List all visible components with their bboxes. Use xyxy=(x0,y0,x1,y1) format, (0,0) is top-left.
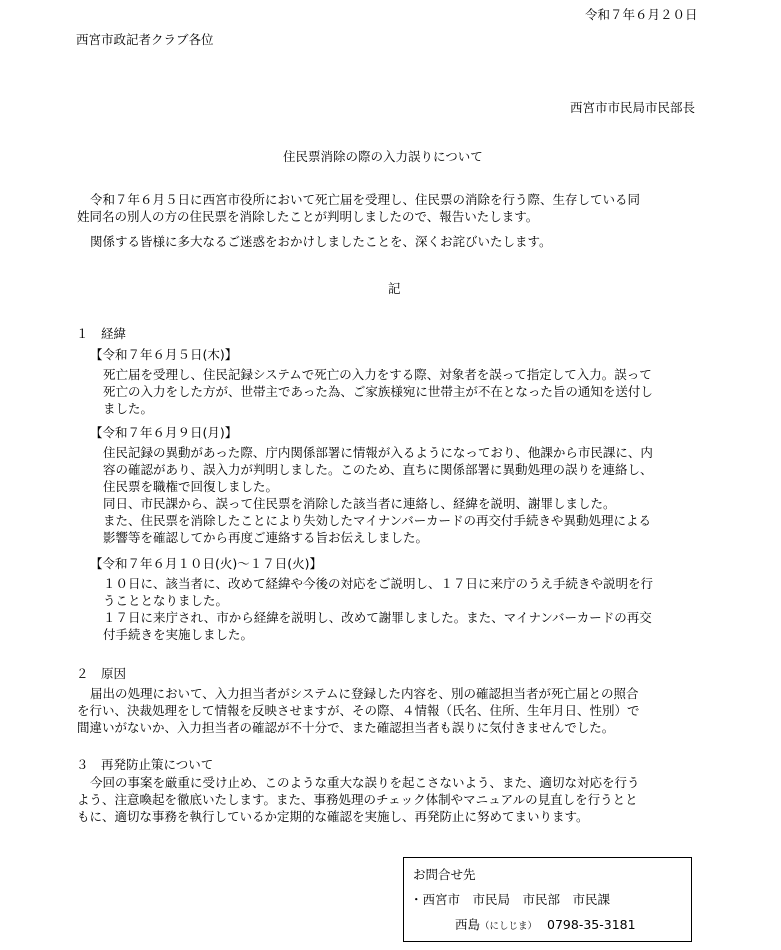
section-heading: ３ 再発防止策について xyxy=(76,757,214,772)
contact-box xyxy=(403,857,692,942)
entry-date: 【令和７年６月１０日(火)～１７日(火)】 xyxy=(90,556,323,571)
section-line: 間違いがないか、入力担当者の確認が不十分で、また確認担当者も誤りに気付きませんでした。 xyxy=(77,720,615,735)
recipient: 西宮市政記者クラブ各位 xyxy=(76,32,214,47)
section-heading: １ 経緯 xyxy=(76,326,127,341)
intro-paragraph-1 xyxy=(77,191,641,225)
entry-line: 住民票を職権で回復しました。 xyxy=(103,479,279,494)
section-body xyxy=(77,774,640,825)
entry-line: 死亡届を受理し、住民記録システムで死亡の入力をする際、対象者を誤って指定して入力。誤って xyxy=(103,367,652,382)
section-line: 届出の処理において、入力担当者がシステムに登録した内容を、別の確認担当者が死亡届との照合 xyxy=(90,686,639,701)
entry-line: 住民記録の異動があった際、庁内関係部署に情報が入るようになっており、他課から市民課に、内 xyxy=(103,445,653,460)
contact-department: ・西宮市 市民局 市民部 市民課 xyxy=(410,892,611,907)
section-line: を行い、決裁処理をして情報を反映させますが、その際、４情報（氏名、住所、生年月日、性別）で xyxy=(77,703,640,718)
section-body xyxy=(77,685,640,736)
entry-body xyxy=(103,575,653,643)
sender: 西宮市市民局市民部長 xyxy=(570,100,696,115)
entry-line: １７日に来庁され、市から経緯を説明し、改めて謝罪しました。また、マイナンバーカードの再交 xyxy=(103,610,652,625)
entry-line: 付手続きを実施しました。 xyxy=(103,627,254,642)
entry-line: １０日に、該当者に、改めて経緯や今後の対応をご説明し、１７日に来庁のうえ手続きや説明を行 xyxy=(103,576,654,591)
entry-line: うこととなりました。 xyxy=(103,593,229,608)
entry-body xyxy=(103,444,653,546)
document-title: 住民票消除の際の入力誤りについて xyxy=(283,149,483,164)
contact-label: お問合せ先 xyxy=(413,867,476,882)
entry-line: 同日、市民課から、誤って住民票を消除した該当者に連絡し、経緯を説明、謝罪しました。 xyxy=(103,496,616,511)
intro-line: 令和７年６月５日に西宮市役所において死亡届を受理し、住民票の消除を行う際、生存している同 xyxy=(90,192,641,207)
section-heading: ２ 原因 xyxy=(76,666,127,681)
entry-line: また、住民票を消除したことにより失効したマイナンバーカードの再交付手続きや異動処理による xyxy=(103,513,652,528)
intro-line: 姓同名の別人の方の住民票を消除したことが判明しましたので、報告いたします。 xyxy=(77,209,539,224)
intro-paragraph-2: 関係する皆様に多大なるご迷惑をおかけしましたことを、深くお詫びいたします。 xyxy=(90,234,552,249)
section-line: 今回の事案を厳重に受け止め、このような重大な誤りを起こさないよう、また、適切な対応を行う xyxy=(90,775,640,790)
entry-line: 影響等を確認してから再度ご連絡する旨お伝えしました。 xyxy=(103,530,429,545)
contact-phone: 0798-35-3181 xyxy=(547,917,636,932)
entry-line: 死亡の入力をした方が、世帯主であった為、ご家族様宛に世帯主が不在となった旨の通知を送付し xyxy=(103,384,653,399)
ki-heading: 記 xyxy=(388,281,401,296)
entry-body xyxy=(103,366,653,417)
document-date: 令和７年６月２０日 xyxy=(585,7,698,22)
entry-date: 【令和７年６月５日(木)】 xyxy=(90,347,238,362)
contact-name-reading: （にしじま） xyxy=(480,921,538,932)
entry-line: 容の確認があり、誤入力が判明しました。このため、直ちに関係部署に異動処理の誤りを連絡し、 xyxy=(103,462,653,477)
entry-date: 【令和７年６月９日(月)】 xyxy=(90,425,238,440)
contact-name: 西島 xyxy=(455,917,481,932)
entry-line: ました。 xyxy=(103,401,154,416)
contact-person xyxy=(455,916,636,935)
section-line: もに、適切な事務を執行しているか定期的な確認を実施し、再発防止に努めてまいります。 xyxy=(77,809,589,824)
section-line: よう、注意喚起を徹底いたします。また、事務処理のチェック体制やマニュアルの見直しを行うとと xyxy=(77,792,638,807)
